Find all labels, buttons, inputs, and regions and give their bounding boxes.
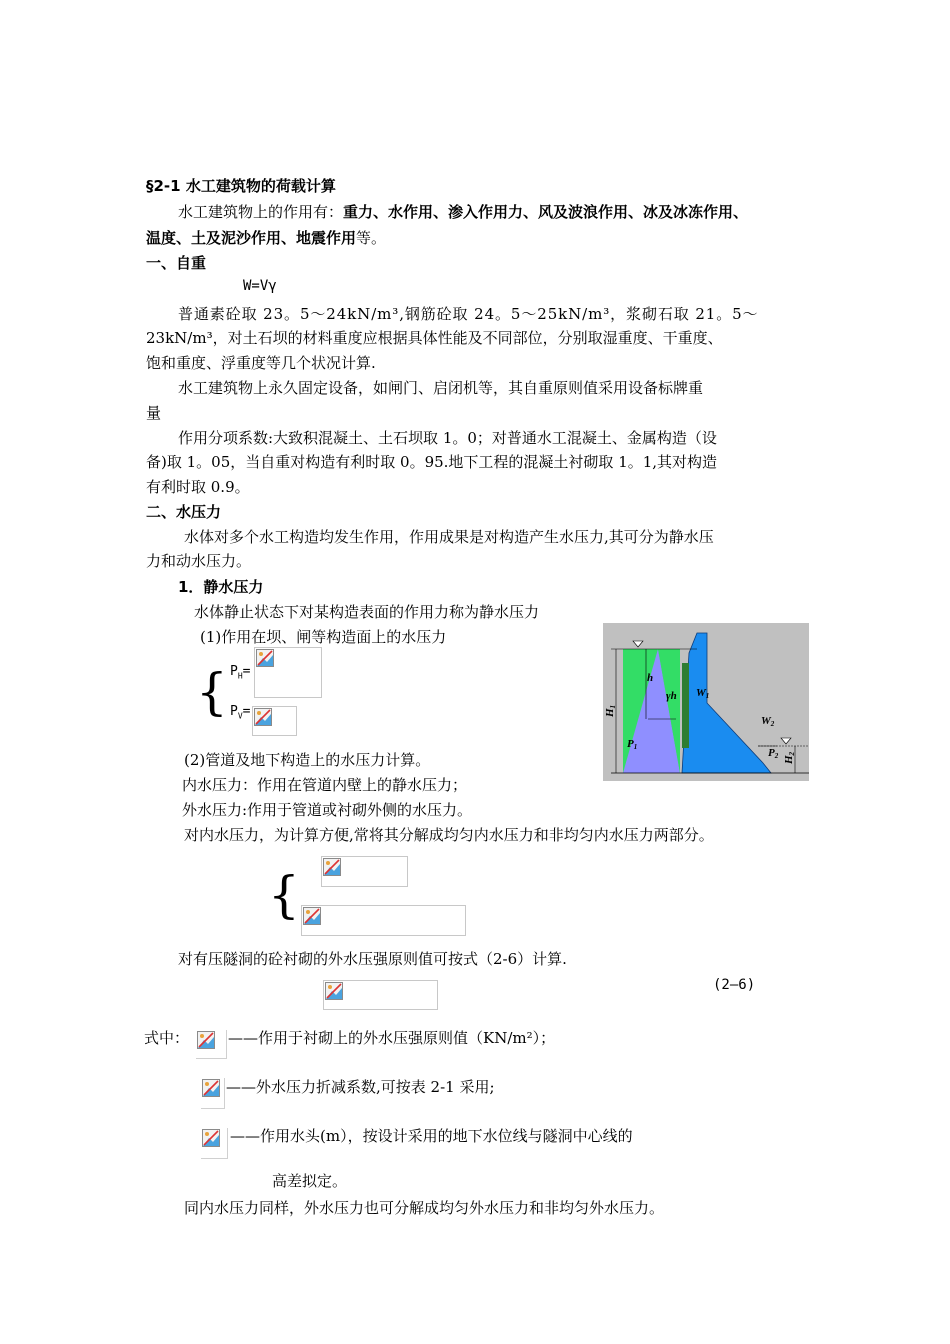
item-pipe-pressure: (2)管道及地下构造上的水压力计算。 bbox=[184, 751, 431, 769]
label-P1: P1 bbox=[627, 738, 638, 751]
outer-split-text: 同内水压力同样，外水压力也可分解成均匀外水压力和非均匀外水压力。 bbox=[184, 1199, 665, 1217]
self-weight-p1-l3: 饱和重度、浮重度等几个状况计算. bbox=[146, 354, 376, 372]
self-weight-p2-l1: 水工建筑物上永久固定设备，如闸门、启闭机等，其自重原则值采用设备标牌重 bbox=[178, 379, 704, 397]
intro-line-1 bbox=[178, 202, 748, 222]
static-definition: 水体静止状态下对某构造表面的作用力称为静水压力 bbox=[194, 603, 540, 621]
outer-pressure-def: 外水压力:作用于管道或衬砌外侧的水压力。 bbox=[182, 801, 473, 819]
definition-pe: ——作用于衬砌上的外水压强原则值（KN/m²）； bbox=[228, 1029, 556, 1047]
water-p1-l2: 力和动水压力。 bbox=[146, 552, 252, 570]
formula-nonuniform-inner-image bbox=[301, 905, 466, 936]
intro-tail: 等。 bbox=[356, 229, 387, 247]
symbol-beta-image bbox=[201, 1078, 225, 1109]
broken-image-icon bbox=[197, 1031, 215, 1049]
intro-bold-1: 重力、水作用、渗入作用力、风及波浪作用、冰及冰冻作用、 bbox=[343, 203, 749, 221]
dam-water-pressure-figure bbox=[603, 623, 809, 781]
self-weight-p3-l1: 作用分项系数:大致积混凝土、土石坝取 1。0；对普通水工混凝土、金属构造（设 bbox=[178, 429, 717, 447]
formula-ph-image bbox=[254, 647, 322, 698]
self-weight-p2-l2: 量 bbox=[146, 404, 162, 422]
broken-image-icon bbox=[325, 982, 343, 1000]
symbol-pe-image bbox=[196, 1030, 227, 1059]
definition-beta: ——外水压力折减系数,可按表 2-1 采用; bbox=[226, 1078, 495, 1096]
broken-image-icon bbox=[323, 858, 341, 876]
self-weight-p3-l3: 有利时取 0.9。 bbox=[146, 478, 250, 496]
formula-w: W=Vγ bbox=[243, 278, 277, 294]
heading-self-weight: 一、自重 bbox=[146, 254, 207, 272]
intro-bold-2: 温度、土及泥沙作用、地震作用 bbox=[146, 229, 357, 247]
water-p1-l1: 水体对多个水工构造均发生作用，作用成果是对构造产生水压力,其可分为静水压 bbox=[184, 528, 714, 546]
formula-2-6-image bbox=[323, 980, 438, 1010]
definition-head-cont: 高差拟定。 bbox=[272, 1172, 348, 1190]
definition-head: ——作用水头(m），按设计采用的地下水位线与隧洞中心线的 bbox=[230, 1127, 633, 1145]
formula-uniform-inner-image bbox=[321, 856, 408, 887]
label-h: h bbox=[647, 672, 654, 684]
inner-pressure-def: 内水压力：作用在管道内壁上的静水压力； bbox=[182, 776, 468, 794]
broken-image-icon bbox=[256, 649, 274, 667]
gate bbox=[682, 663, 689, 748]
label-W1: W1 bbox=[696, 687, 710, 700]
self-weight-p1-l2: 23kN/m³，对土石坝的材料重度应根据具体性能及不同部位，分别取湿重度、干重度、 bbox=[146, 329, 723, 347]
left-brace: { bbox=[196, 663, 228, 721]
pv-label: $P_V=$ bbox=[230, 704, 251, 721]
label-W2: W2 bbox=[761, 715, 775, 728]
heading-water-pressure: 二、水压力 bbox=[146, 503, 222, 521]
broken-image-icon bbox=[202, 1079, 220, 1097]
tunnel-pressure-text: 对有压隧洞的砼衬砌的外水压强原则值可按式（2-6）计算. bbox=[178, 950, 567, 968]
broken-image-icon bbox=[254, 708, 272, 726]
broken-image-icon bbox=[303, 907, 321, 925]
where-label: 式中： bbox=[144, 1029, 190, 1047]
formula-pv-image bbox=[252, 706, 297, 736]
ph-label: $P_H=$ bbox=[230, 664, 251, 681]
label-H1: H1 bbox=[604, 704, 617, 717]
self-weight-p3-l2: 备)取 1。05，当自重对构造有利时取 0。95.地下工程的混凝土衬砌取 1。1,其对构造 bbox=[146, 453, 718, 471]
broken-image-icon bbox=[202, 1129, 220, 1147]
inner-split-text: 对内水压力，为计算方便,常将其分解成均匀内水压力和非均匀内水压力两部分。 bbox=[184, 826, 714, 844]
equation-number: (2—6) bbox=[713, 977, 756, 993]
left-brace-2: { bbox=[268, 866, 300, 924]
section-title: §2-1 水工建筑物的荷载计算 bbox=[146, 177, 336, 195]
self-weight-p1-l1: 普通素砼取 23。5～24kN/m³,钢筋砼取 24。5～25kN/m³，浆砌石取 21。5～ bbox=[178, 305, 759, 323]
label-gamma-h: γh bbox=[666, 690, 677, 702]
intro-line-2 bbox=[146, 228, 386, 248]
label-P2: P2 bbox=[768, 747, 779, 760]
item-dam-pressure: (1)作用在坝、闸等构造面上的水压力 bbox=[200, 628, 447, 646]
heading-static-pressure: 1．静水压力 bbox=[178, 578, 264, 596]
intro-lead: 水工建筑物上的作用有： bbox=[178, 203, 344, 221]
symbol-head-image bbox=[201, 1128, 228, 1159]
label-H2: H2 bbox=[783, 751, 796, 764]
